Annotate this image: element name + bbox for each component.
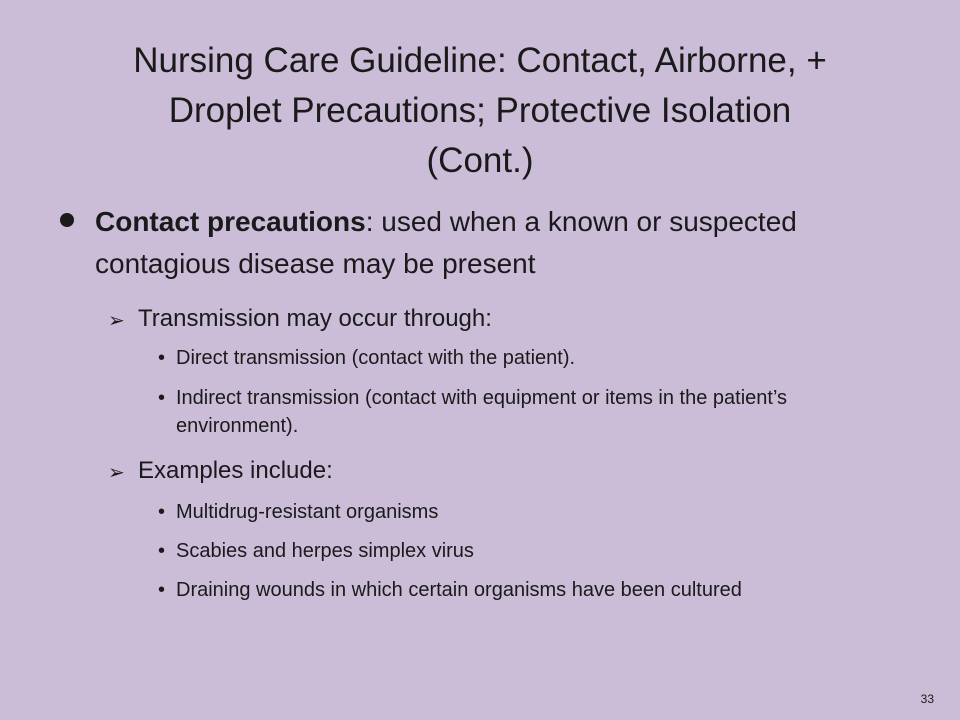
arrow-bullet-icon: ➢ [108, 460, 125, 484]
sub-bullet-examples [108, 456, 868, 486]
list-item-text: Indirect transmission (contact with equipment or items in the patient’s environment). [176, 387, 788, 437]
list-item [158, 537, 898, 565]
list-item-text: Direct transmission (contact with the patient). [176, 347, 576, 369]
list-item-text: Multidrug-resistant organisms [176, 501, 439, 523]
page-number: 33 [920, 692, 934, 706]
main-bullet-text [95, 201, 900, 285]
main-bullet-rest: : used when a known or suspected contagious disease may be present [95, 206, 797, 279]
title-line-3: (Cont.) [426, 141, 534, 180]
dot-bullet-icon: • [158, 347, 166, 369]
list-item-text: Scabies and herpes simplex virus [176, 540, 474, 562]
slide-title [40, 36, 920, 186]
list-item-text: Draining wounds in which certain organisms have been cultured [176, 579, 742, 601]
title-line-1: Nursing Care Guideline: Contact, Airborne, + [133, 41, 827, 80]
dot-bullet-icon: • [158, 540, 166, 562]
dot-bullet-icon: • [158, 387, 166, 409]
list-item [158, 384, 898, 440]
arrow-bullet-icon: ➢ [108, 308, 125, 332]
main-bullet [60, 201, 900, 285]
dot-bullet-icon: • [158, 579, 166, 601]
list-item [158, 576, 898, 604]
round-bullet-icon [60, 213, 74, 227]
sub-bullet-label: Examples include: [138, 457, 333, 484]
list-item [158, 498, 898, 526]
dot-bullet-icon: • [158, 501, 166, 523]
sub-bullet-transmission [108, 304, 868, 334]
list-item [158, 344, 898, 372]
sub-bullet-label: Transmission may occur through: [138, 305, 492, 332]
title-line-2: Droplet Precautions; Protective Isolation [168, 91, 792, 130]
main-bullet-bold: Contact precautions [95, 206, 366, 237]
